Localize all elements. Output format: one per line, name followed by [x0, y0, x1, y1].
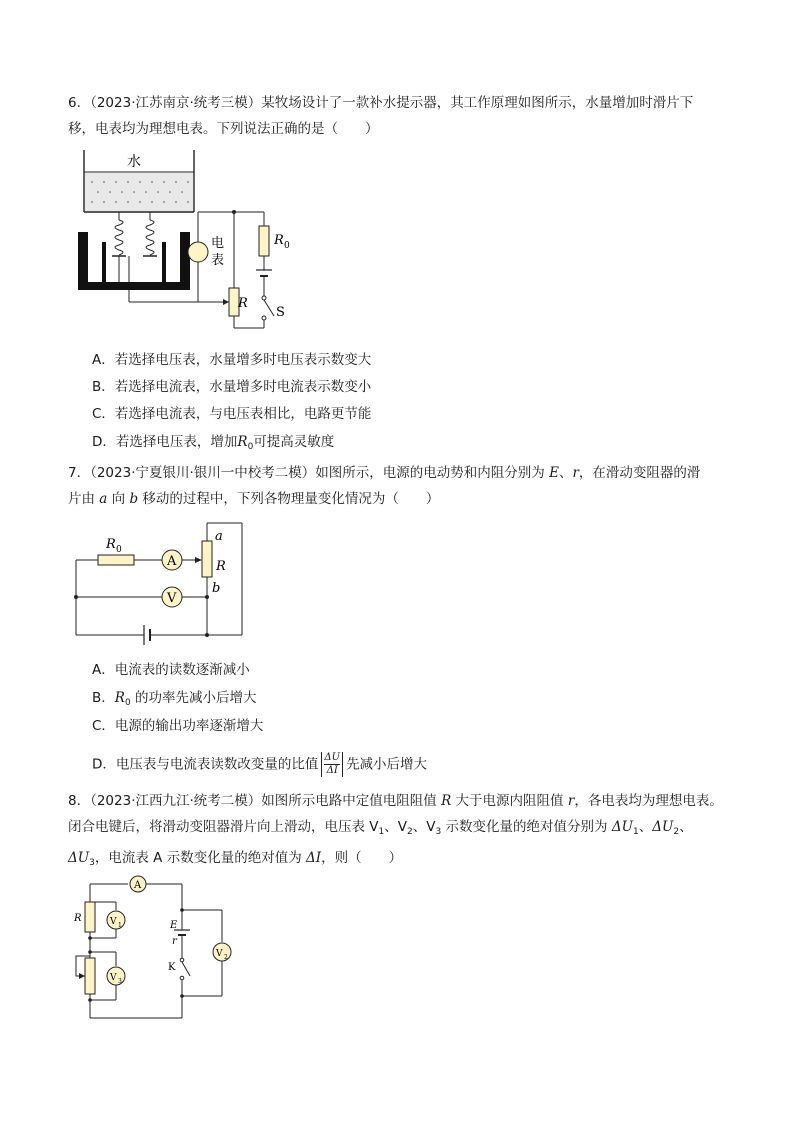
svg-text:3: 3: [118, 978, 122, 985]
question-6-option-c[interactable]: C．若选择电流表，与电压表相比，电路更节能: [92, 406, 372, 422]
svg-text:V: V: [167, 591, 177, 606]
svg-text:V: V: [110, 973, 117, 983]
question-8-circuit-figure: [70, 872, 240, 1022]
svg-text:K: K: [168, 962, 176, 973]
svg-text:表: 表: [211, 253, 225, 268]
svg-text:V: V: [110, 917, 117, 927]
question-7-option-b[interactable]: B．$R_0$ 的功率先减小后增大: [92, 690, 257, 708]
delta-u-over-delta-i-fraction: $\frac{\Delta U}{\Delta I}$: [321, 752, 343, 777]
question-6-option-d[interactable]: D．若选择电压表，增加$R_0$可提高灵敏度: [92, 434, 335, 452]
svg-text:b: b: [212, 581, 221, 596]
svg-text:R: R: [216, 559, 226, 574]
svg-text:r: r: [172, 936, 177, 947]
svg-text:R: R: [106, 537, 116, 552]
question-8-stem: 8．（2023·江西九江·统考二模）如图所示电路中定值电阻阻值 R 大于电源内阻阻值 r，各电表均为理想电表。 闭合电键后，将滑动变阻器滑片向上滑动，电压表 $V_1$、$V_2$、$V_3$ 示数变化量的绝对值分别为 $\Delta U_1$、$\Delta U_2$、 $\Delta U_3$，电流表 A 示数变化量的绝对值为 ΔI，则（ ）: [68, 793, 723, 868]
svg-text:R: R: [238, 296, 248, 311]
question-6-option-a[interactable]: A．若选择电压表，水量增多时电压表示数变大: [92, 352, 372, 368]
svg-text:0: 0: [116, 545, 122, 555]
svg-text:V: V: [216, 949, 223, 959]
question-6-stem: 6．（2023·江苏南京·统考三模）某牧场设计了一款补水提示器，其工作原理如图所示，水量增加时滑片下 移，电表均为理想电表。下列说法正确的是（ ）: [68, 95, 694, 137]
question-7-circuit-figure: [70, 515, 260, 650]
svg-text:0: 0: [284, 241, 290, 251]
question-7-stem: 7．（2023·宁夏银川·银川一中校考二模）如图所示，电源的电动势和内阻分别为 E、r，在滑动变阻器的滑 片由 a 向 b 移动的过程中，下列各物理量变化情况为（ ）: [68, 465, 701, 507]
question-7-option-d[interactable]: D．电压表与电流表读数改变量的比值 $\frac{\Delta U}{\Delta I}$ 先减小后增大: [92, 752, 428, 776]
svg-text:电: 电: [211, 236, 225, 251]
svg-text:A: A: [167, 554, 177, 569]
svg-text:A: A: [134, 880, 142, 891]
question-6-option-b[interactable]: B．若选择电流表，水量增多时电流表示数变小: [92, 379, 372, 395]
svg-text:1: 1: [118, 922, 122, 929]
svg-text:R: R: [274, 233, 284, 248]
question-6-circuit-figure: [72, 150, 312, 340]
svg-text:S: S: [276, 305, 285, 320]
water-label: 水: [127, 154, 141, 170]
svg-text:E: E: [170, 920, 178, 931]
question-7-option-a[interactable]: A．电流表的读数逐渐减小: [92, 662, 250, 678]
svg-text:a: a: [215, 529, 223, 544]
question-7-option-c[interactable]: C．电源的输出功率逐渐增大: [92, 718, 264, 734]
svg-text:2: 2: [224, 954, 228, 961]
svg-text:R: R: [74, 913, 82, 924]
